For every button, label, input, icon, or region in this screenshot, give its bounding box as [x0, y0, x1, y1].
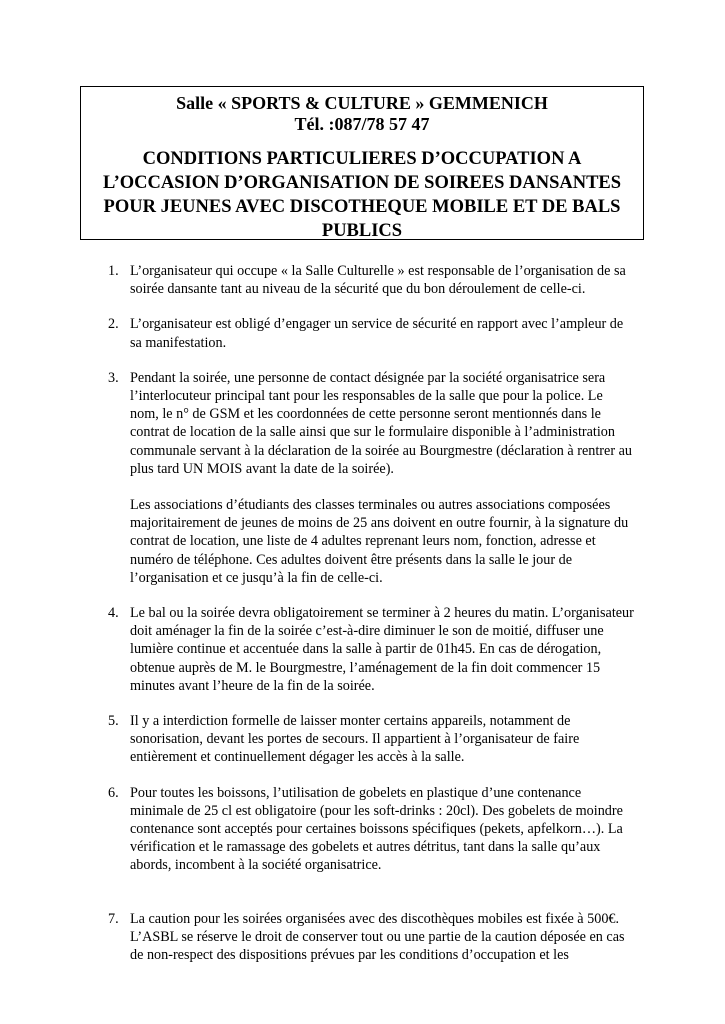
conditions-list: [0, 262, 725, 964]
item-number: 2.: [108, 316, 119, 333]
list-item: [0, 262, 725, 298]
list-item: [0, 369, 725, 587]
item-number: 7.: [108, 910, 119, 927]
item-text: L’organisateur est obligé d’engager un service de sécurité en rapport avec l’ampleur de sa manifestation.: [130, 316, 624, 351]
item-number: 3.: [108, 369, 119, 386]
venue-phone: Tél. :087/78 57 47: [294, 114, 430, 134]
item-text: L’organisateur qui occupe « la Salle Culturelle » est responsable de l’organisation de sa soirée dansante tant au niveau de la sécurité que du bon déroulement de celle-ci.: [130, 263, 626, 298]
list-item: [0, 784, 725, 875]
document-header-box: [80, 86, 644, 240]
list-item: [0, 315, 725, 351]
item-text: Il y a interdiction formelle de laisser monter certains appareils, notamment de sonorisation, devant les portes de secours. Il appartient à l’organisateur de faire entièrement et continuellement dégager les accès à la salle.: [130, 713, 580, 766]
list-item: [0, 712, 725, 767]
venue-name: Salle « SPORTS & CULTURE » GEMMENICH: [176, 93, 548, 113]
item-number: 6.: [108, 784, 119, 801]
list-item: [0, 604, 725, 695]
item-text: Pendant la soirée, une personne de contact désignée par la société organisatrice sera l’interlocuteur principal tant pour les responsables de la salle que pour la police. Le nom, le n° de GSM et les coordonnées de cette personne seront mentionnés dans le contrat de location de la salle ainsi que sur le formulaire disponible à l’administration communale servant à la déclaration de la soirée au Bourgmestre (déclaration à rentrer au plus tard UN MOIS avant la date de la soirée).: [130, 369, 632, 477]
item-number: 5.: [108, 713, 119, 730]
document-title: CONDITIONS PARTICULIERES D’OCCUPATION A L’OCCASION D’ORGANISATION DE SOIREES DANSANTES POUR JEUNES AVEC DISCOTHEQUE MOBILE ET DE BALS PUBLICS: [102, 149, 622, 241]
item-text: Les associations d’étudiants des classes terminales ou autres associations composées majoritairement de jeunes de moins de 25 ans doivent en outre fournir, à la signature du contrat de location, une liste de 4 adultes reprenant leurs nom, fonction, adresse et numéro de téléphone. Ces adultes doivent être présents dans la salle le jour de l’organisation et ce jusqu’à la fin de celle-ci.: [130, 497, 629, 586]
list-item: [0, 910, 725, 965]
item-text: Le bal ou la soirée devra obligatoirement se terminer à 2 heures du matin. L’organisateur doit aménager la fin de la soirée c’est-à-dire diminuer le son de moitié, diffuser une lumière continue et accentuée dans la salle à partir de 01h45. En cas de dérogation, obtenue auprès de M. le Bourgmestre, l’aménagement de la fin doit commencer 15 minutes avant l’heure de la fin de la soirée.: [130, 605, 634, 694]
item-text: Pour toutes les boissons, l’utilisation de gobelets en plastique d’une contenance minimale de 25 cl est obligatoire (pour les soft-drinks : 20cl). Des gobelets de moindre contenance sont acceptés pour certaines boissons spécifiques (pekets, apfelkorn…). La vérification et le ramassage des gobelets et autres détritus, tant dans la salle qu’aux abords, incombent à la société organisatrice.: [130, 784, 623, 874]
item-number: 4.: [108, 605, 119, 622]
item-text: La caution pour les soirées organisées avec des discothèques mobiles est fixée à 500€. L’ASBL se réserve le droit de conserver tout ou une partie de la caution déposée en cas de non-respect des dispositions prévues par les conditions d’occupation et les: [130, 910, 625, 964]
item-number: 1.: [108, 263, 119, 279]
